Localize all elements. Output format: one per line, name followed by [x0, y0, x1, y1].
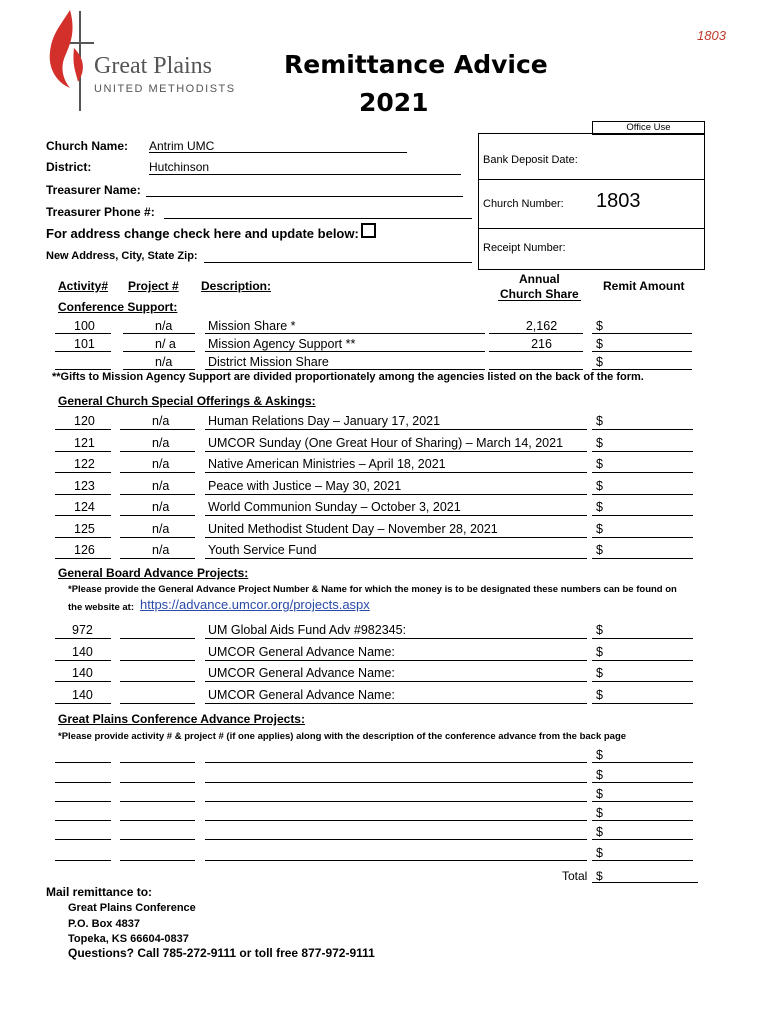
activity-cell: 140 [72, 666, 93, 680]
amount-cell[interactable]: $ [596, 825, 603, 839]
treasurer-phone-field[interactable] [164, 218, 472, 219]
amount-cell[interactable]: $ [596, 687, 603, 702]
description-cell: UMCOR Sunday (One Great Hour of Sharing) – March 14, 2021 [208, 435, 564, 450]
amount-underline[interactable] [592, 333, 692, 334]
activity-underline [55, 558, 111, 559]
activity-cell: 120 [74, 414, 95, 428]
description-cell: UMCOR General Advance Name: [208, 687, 395, 702]
col-description: Description: [201, 279, 272, 293]
church-name-value[interactable]: Antrim UMC [149, 139, 215, 153]
project-cell: n/a [152, 478, 170, 493]
amount-cell[interactable]: $ [596, 806, 603, 820]
activity-underline [55, 494, 111, 495]
mail-heading: Mail remittance to: [46, 885, 153, 899]
description-underline [205, 472, 587, 473]
share-underline [489, 333, 583, 334]
mail-line3: Topeka, KS 66604-0837 [68, 933, 189, 945]
description-underline [205, 429, 587, 430]
project-cell: n/a [155, 319, 173, 333]
project-field[interactable] [120, 782, 195, 783]
project-cell: n/a [152, 500, 170, 514]
description-cell: UMCOR General Advance Name: [208, 666, 395, 680]
description-underline [205, 494, 587, 495]
amount-cell[interactable]: $ [596, 500, 603, 514]
amount-underline[interactable] [592, 515, 693, 516]
treasurer-phone-label: Treasurer Phone #: [46, 205, 155, 219]
project-field[interactable] [120, 839, 195, 840]
activity-field[interactable] [55, 820, 111, 821]
project-underline [123, 369, 195, 370]
project-cell: n/a [152, 543, 170, 557]
amount-underline[interactable] [592, 429, 693, 430]
activity-underline [55, 451, 111, 452]
church-name-label: Church Name: [46, 139, 129, 153]
amount-underline[interactable] [592, 820, 693, 821]
activity-underline [55, 472, 111, 473]
amount-cell[interactable]: $ [596, 457, 603, 471]
cross-and-flame-icon [40, 8, 100, 113]
amount-cell[interactable]: $ [596, 543, 603, 557]
activity-cell: 972 [72, 623, 93, 637]
description-underline [205, 515, 587, 516]
description-underline[interactable] [205, 660, 587, 661]
treasurer-name-label: Treasurer Name: [46, 183, 141, 197]
activity-field[interactable] [55, 839, 111, 840]
amount-cell[interactable]: $ [596, 355, 603, 369]
conference-support-heading: Conference Support: [58, 300, 178, 314]
activity-underline [55, 638, 111, 639]
amount-underline[interactable] [592, 451, 693, 452]
description-cell: Mission Agency Support ** [208, 337, 356, 351]
mail-line2: P.O. Box 4837 [68, 918, 140, 930]
description-underline [205, 537, 587, 538]
description-cell: Peace with Justice – May 30, 2021 [208, 478, 402, 493]
col-annual-line1: Annual [519, 272, 560, 286]
amount-underline[interactable] [592, 762, 693, 763]
amount-cell[interactable]: $ [596, 521, 603, 536]
description-cell: Mission Share * [208, 319, 296, 333]
description-cell: UMCOR General Advance Name: [208, 644, 395, 659]
activity-cell: 100 [74, 319, 95, 333]
activity-underline [55, 515, 111, 516]
activity-cell: 124 [74, 500, 95, 514]
amount-cell[interactable]: $ [596, 414, 603, 428]
description-cell: Youth Service Fund [208, 543, 317, 557]
activity-cell: 140 [72, 687, 93, 702]
activity-cell: 101 [74, 337, 95, 351]
activity-underline [55, 351, 111, 352]
project-underline [120, 537, 195, 538]
new-address-field[interactable] [204, 262, 472, 263]
activity-cell: 122 [74, 457, 95, 471]
advance-website-link[interactable]: https://advance.umcor.org/projects.aspx [140, 597, 370, 612]
amount-cell[interactable]: $ [596, 337, 603, 351]
project-field[interactable] [120, 660, 195, 661]
office-use-box [478, 133, 705, 270]
amount-underline[interactable] [592, 494, 693, 495]
project-cell: n/a [152, 414, 170, 428]
activity-underline [55, 537, 111, 538]
description-cell: United Methodist Student Day – November 28, 2021 [208, 521, 498, 536]
new-address-label: New Address, City, State Zip: [46, 250, 198, 262]
activity-underline [55, 369, 111, 370]
project-underline [120, 558, 195, 559]
church-number-value: 1803 [596, 190, 641, 212]
col-activity: Activity# [58, 279, 109, 293]
description-underline [205, 558, 587, 559]
description-field[interactable] [205, 801, 587, 802]
amount-underline[interactable] [592, 558, 693, 559]
project-field[interactable] [120, 703, 195, 704]
district-value[interactable]: Hutchinson [149, 160, 210, 174]
amount-underline[interactable] [592, 472, 693, 473]
description-underline[interactable] [205, 703, 587, 704]
col-annual-line2: Church Share [500, 287, 579, 301]
description-field[interactable] [205, 820, 587, 821]
description-cell: Native American Ministries – April 18, 2021 [208, 457, 446, 471]
questions-text: Questions? Call 785-272-9111 or toll free 877-972-9111 [68, 946, 375, 960]
page-title: Remittance Advice [284, 50, 548, 79]
activity-underline [55, 429, 111, 430]
amount-cell[interactable]: $ [596, 748, 603, 762]
address-change-label: For address change check here and update below: [46, 226, 359, 241]
address-change-checkbox[interactable] [361, 223, 376, 238]
amount-underline[interactable] [592, 681, 693, 682]
project-underline [120, 451, 195, 452]
conference-advance-note: *Please provide activity # & project # (if one applies) along with the description of the conference advance from the back page [58, 731, 627, 742]
project-underline [120, 429, 195, 430]
amount-underline[interactable] [592, 351, 692, 352]
activity-cell: 123 [74, 478, 95, 493]
activity-underline [55, 703, 111, 704]
general-church-heading: General Church Special Offerings & Askings: [58, 394, 316, 408]
amount-underline[interactable] [592, 703, 693, 704]
project-field[interactable] [120, 801, 195, 802]
project-field[interactable] [120, 762, 195, 763]
description-underline [205, 333, 485, 334]
project-cell: n/a [152, 435, 170, 450]
description-underline[interactable] [205, 638, 587, 639]
share-cell: 2,162 [525, 319, 558, 333]
activity-underline [55, 681, 111, 682]
office-use-label: Office Use [592, 121, 705, 135]
project-underline [120, 494, 195, 495]
project-field[interactable] [120, 638, 195, 639]
share-underline [489, 369, 583, 370]
description-cell: World Communion Sunday – October 3, 2021 [208, 500, 461, 514]
amount-underline[interactable] [592, 860, 693, 861]
amount-cell[interactable]: $ [596, 644, 603, 659]
church-number-label: Church Number: [483, 198, 564, 210]
project-field[interactable] [120, 681, 195, 682]
amount-cell[interactable]: $ [596, 435, 603, 450]
district-label: District: [46, 160, 92, 174]
project-underline [123, 351, 195, 352]
amount-cell[interactable]: $ [596, 768, 603, 782]
description-underline [205, 451, 587, 452]
amount-cell[interactable]: $ [596, 623, 603, 637]
activity-cell: 125 [74, 521, 95, 536]
amount-cell[interactable]: $ [596, 478, 603, 493]
amount-underline[interactable] [592, 537, 693, 538]
org-name: Great Plains [94, 53, 212, 79]
description-underline[interactable] [205, 681, 587, 682]
description-cell: UM Global Aids Fund Adv #982345: [208, 623, 407, 637]
amount-cell[interactable]: $ [596, 787, 603, 801]
activity-underline [55, 333, 111, 334]
page-year: 2021 [359, 88, 429, 117]
conference-footnote: **Gifts to Mission Agency Support are divided proportionately among the agencies listed on the back of the form. [52, 371, 644, 383]
col-remit: Remit Amount [603, 279, 685, 293]
amount-underline[interactable] [592, 782, 693, 783]
general-board-note: *Please provide the General Advance Project Number & Name for which the money is to be designated these numbers can be found on [68, 584, 677, 595]
activity-field[interactable] [55, 860, 111, 861]
col-project: Project # [128, 279, 179, 293]
amount-underline[interactable] [592, 839, 693, 840]
amount-cell[interactable]: $ [596, 319, 603, 333]
general-board-heading: General Board Advance Projects: [58, 566, 249, 580]
project-field[interactable] [120, 860, 195, 861]
description-cell: Human Relations Day – January 17, 2021 [208, 414, 441, 428]
project-field[interactable] [120, 820, 195, 821]
amount-underline[interactable] [592, 369, 692, 370]
project-cell: n/ a [155, 337, 176, 351]
project-underline [120, 515, 195, 516]
project-cell: n/a [155, 355, 173, 369]
project-underline [123, 333, 195, 334]
description-underline [205, 369, 485, 370]
description-cell: District Mission Share [208, 355, 329, 369]
form-number: 1803 [697, 28, 726, 43]
mail-line1: Great Plains Conference [68, 902, 196, 914]
description-field[interactable] [205, 782, 587, 783]
description-underline [205, 351, 485, 352]
share-underline [489, 351, 583, 352]
activity-underline [55, 660, 111, 661]
activity-cell: 126 [74, 543, 95, 557]
project-cell: n/a [152, 521, 170, 536]
activity-cell: 121 [74, 435, 95, 450]
amount-underline[interactable] [592, 638, 693, 639]
receipt-number-label: Receipt Number: [483, 242, 566, 254]
general-board-note-prefix: the website at: [68, 602, 134, 613]
amount-underline[interactable] [592, 801, 693, 802]
activity-field[interactable] [55, 782, 111, 783]
activity-field[interactable] [55, 801, 111, 802]
logo [40, 8, 240, 118]
description-field[interactable] [205, 860, 587, 861]
bank-deposit-label: Bank Deposit Date: [483, 154, 578, 166]
total-amount[interactable]: $ [596, 869, 603, 883]
treasurer-name-field[interactable] [146, 196, 463, 197]
amount-cell[interactable]: $ [596, 846, 603, 860]
description-field[interactable] [205, 762, 587, 763]
description-field[interactable] [205, 839, 587, 840]
activity-field[interactable] [55, 762, 111, 763]
project-cell: n/a [152, 457, 170, 471]
total-label: Total [562, 869, 588, 883]
activity-cell: 140 [72, 644, 93, 659]
amount-cell[interactable]: $ [596, 666, 603, 680]
project-underline [120, 472, 195, 473]
amount-underline[interactable] [592, 660, 693, 661]
conference-advance-heading: Great Plains Conference Advance Projects: [58, 712, 305, 726]
org-subname: UNITED METHODISTS [94, 83, 236, 95]
share-cell: 216 [531, 337, 552, 351]
